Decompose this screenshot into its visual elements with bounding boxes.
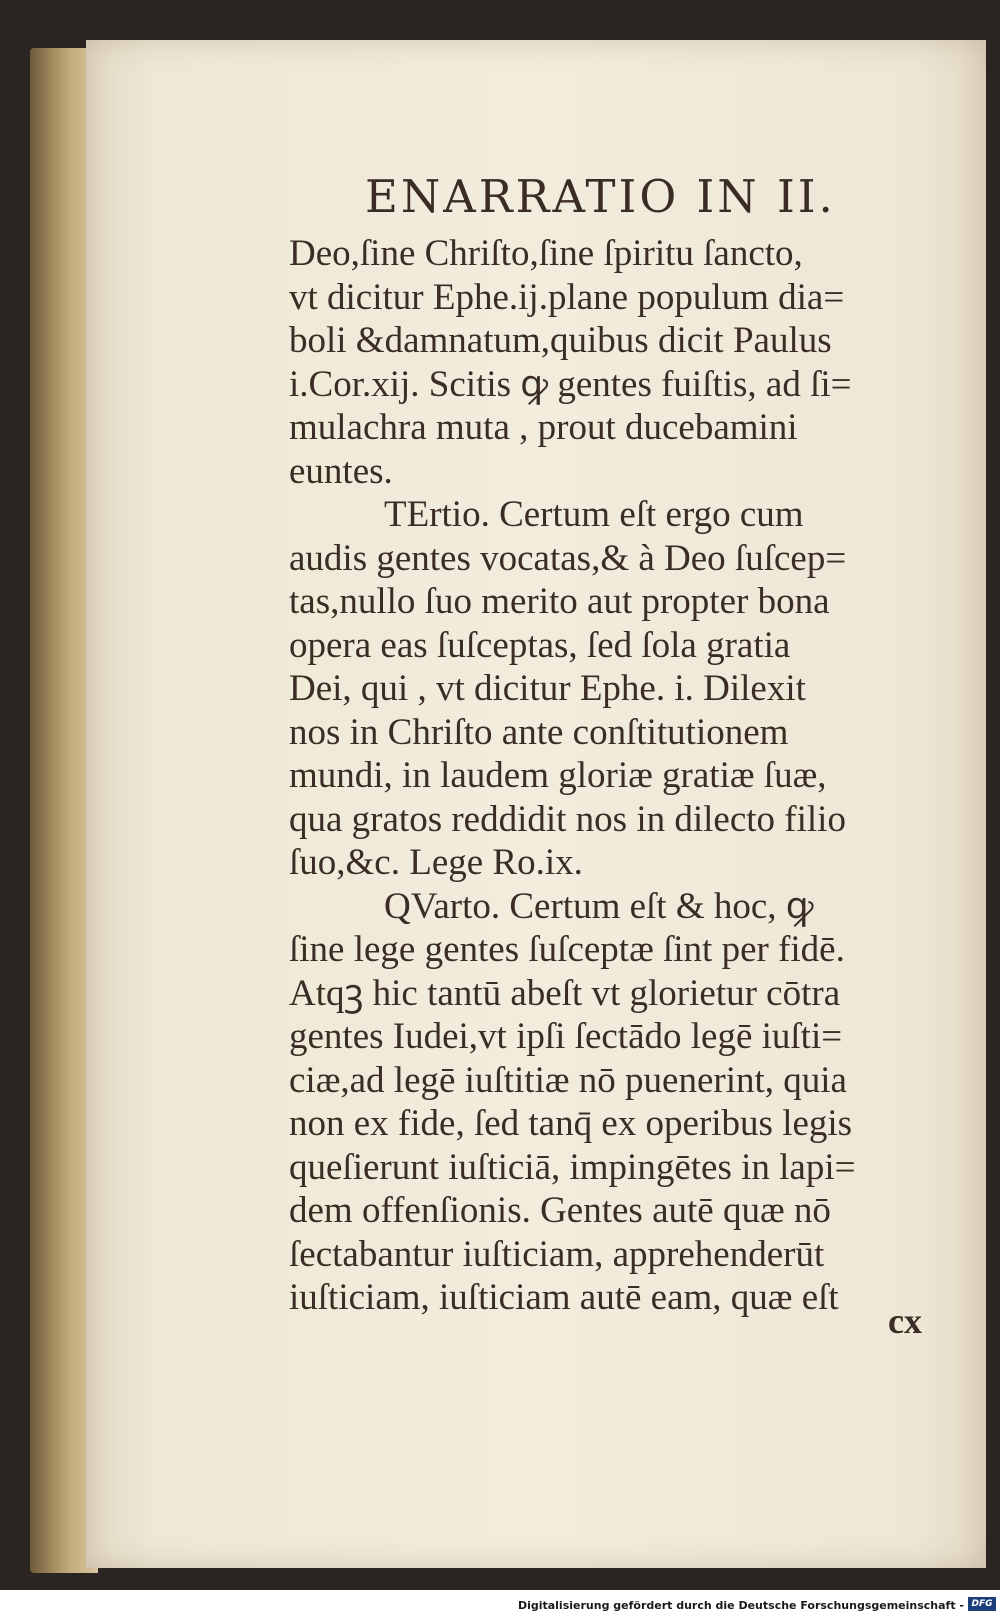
text-line: Dei, qui , vt dicitur Ephe. i. Dilexit — [289, 668, 806, 709]
text-line: euntes. — [289, 450, 393, 492]
text-line: nos in Chriſto ante conſtitutionem — [289, 711, 789, 753]
text-line: ſuo,&c. Lege Ro.ix. — [289, 842, 583, 883]
text-line: mulachra muta , prout ducebamini — [289, 407, 798, 448]
text-line: dem offenſionis. Gentes autē quæ nō — [289, 1190, 831, 1231]
text-line: non ex fide, ſed tanq̄ ex operibus legis — [289, 1103, 853, 1144]
funding-credit: Digitalisierung gefördert durch die Deutsche Forschungsgemeinschaft - — [517, 1599, 964, 1612]
text-line: Deo,ſine Chriſto,ſine ſpiritu ſancto, — [289, 233, 803, 274]
text-line: queſierunt iuſticiā, impingētes in lapi= — [289, 1146, 856, 1188]
text-line: QVarto. Certum eſt & hoc, ꝙ — [384, 885, 814, 927]
text-line: Atqꝫ hic tantū abeſt vt glorietur cōtra — [289, 972, 841, 1014]
running-head: ENARRATIO IN II. — [365, 170, 836, 223]
text-line: tas,nullo ſuo merito aut propter bona — [289, 581, 830, 622]
text-line: iuſticiam, iuſticiam autē eam, quæ eſt — [289, 1277, 839, 1318]
text-line: ſectabantur iuſticiam, apprehenderūt — [289, 1233, 825, 1275]
body-text — [289, 232, 929, 1320]
text-line: gentes Iudei,vt ipſi ſectādo legē iuſti= — [289, 1016, 843, 1057]
text-line: audis gentes vocatas,& à Deo ſuſcep= — [289, 537, 847, 579]
dfg-logo-icon: DFG — [968, 1597, 996, 1611]
text-line: opera eas ſuſceptas, ſed ſola gratia — [289, 624, 791, 666]
text-line: TErtio. Certum eſt ergo cum — [384, 494, 804, 535]
text-line: mundi, in laudem gloriæ gratiæ ſuæ, — [289, 755, 827, 796]
catchword: cx — [888, 1301, 922, 1341]
text-line: ſine lege gentes ſuſceptæ ſint per fidē. — [289, 929, 845, 970]
text-line: ciæ,ad legē iuſtitiæ nō puenerint, quia — [289, 1059, 847, 1101]
text-line: i.Cor.xij. Scitis ꝙ gentes fuiſtis, ad ſi= — [289, 363, 852, 405]
text-line: qua gratos reddidit nos in dilecto filio — [289, 798, 846, 840]
text-line: boli &damnatum,quibus dicit Paulus — [289, 320, 832, 361]
text-line: vt dicitur Ephe.ij.plane populum dia= — [289, 276, 845, 318]
